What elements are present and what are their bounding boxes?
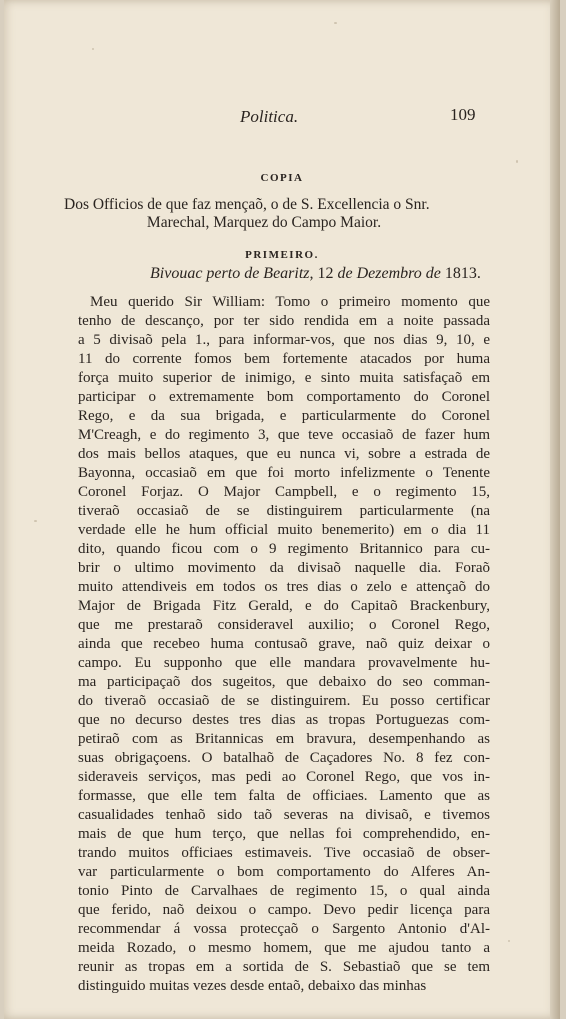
body-line: que me prestaraõ consideravel auxilio; o Coronel Rego, xyxy=(78,617,490,633)
body-line: tiveraõ occasiaõ de se distinguirem particularmente (na xyxy=(78,503,490,519)
body-line: força muito superior de inimigo, e sinto muita satisfaçaõ em xyxy=(78,370,490,386)
body-line: campo. Eu supponho que elle mandara provavelmente hu- xyxy=(78,655,490,671)
body-line: do tiveraõ occasiaõ de se distinguirem. Eu posso certificar xyxy=(78,693,490,709)
dateline-day: 12 xyxy=(317,265,334,282)
running-title: Politica. xyxy=(240,107,299,126)
body-line: petiraõ com as Britannicas em bravura, desempenhando as xyxy=(78,731,490,747)
paper-fleck xyxy=(508,940,510,942)
paper-fleck xyxy=(516,160,518,163)
intro-line: Dos Officios de que faz mençaõ, o de S. Excellencia o Snr. xyxy=(64,196,430,213)
body-line: que ferido, naõ deixou o campo. Devo pedir licença para xyxy=(78,902,490,918)
body-line: M'Creagh, e do regimento 3, que teve occasiaõ de fazer hum xyxy=(78,427,490,443)
book-page xyxy=(4,0,560,1019)
section-heading: PRIMEIRO. xyxy=(245,249,319,261)
dateline-place: Bivouac perto de Bearitz, xyxy=(150,265,314,282)
body-line: ma participaçaõ dos sugeitos, que debaixo do seo comman- xyxy=(78,674,490,690)
body-line: ainda que recebeo huma contusaõ grave, naõ quiz deixar o xyxy=(78,636,490,652)
body-line: participar o extremamente bom comportamento do Coronel xyxy=(78,389,490,405)
body-line: suas obrigaçoens. O batalhaõ de Caçadores No. 8 fez con- xyxy=(78,750,490,766)
body-line: Major de Brigada Fitz Gerald, e do Capitaõ Brackenbury, xyxy=(78,598,490,614)
body-line: formasse, que elle tem falta de officiaes. Lamento que as xyxy=(78,788,490,804)
paper-fleck xyxy=(92,48,94,50)
dateline xyxy=(150,265,481,283)
intro-paragraph xyxy=(64,196,484,232)
body-line: trando muitos officiaes estimaveis. Tive occasiaõ de obser- xyxy=(78,845,490,861)
paper-fleck xyxy=(334,22,337,24)
body-line: verdade elle he hum official muito benemerito) em o dia 11 xyxy=(78,522,490,538)
body-line: dos mais bellos ataques, que eu nunca vi, sobre a estrada de xyxy=(78,446,490,462)
body-line: muito attendiveis em todos os tres dias o zelo e attençaõ do xyxy=(78,579,490,595)
letter-body xyxy=(78,293,490,996)
body-line: mais de que hum terço, que nellas foi comprehendido, en- xyxy=(78,826,490,842)
page-number: 109 xyxy=(450,105,476,124)
body-line: que no decurso destes tres dias as tropas Portuguezas com- xyxy=(78,712,490,728)
dateline-year: 1813. xyxy=(444,265,481,282)
body-line: tenho de descanço, por ter sido rendida em a noite passada xyxy=(78,313,490,329)
body-line: Coronel Forjaz. O Major Campbell, e o regimento 15, xyxy=(78,484,490,500)
body-line: tonio Pinto de Carvalhaes de regimento 15, o qual ainda xyxy=(78,883,490,899)
copia-heading: COPIA xyxy=(260,172,304,184)
body-line: var particularmente o bom comportamento do Alferes An- xyxy=(78,864,490,880)
body-line: brir o ultimo movimento da divisaõ naquelle dia. Foraõ xyxy=(78,560,490,576)
body-line: Meu querido Sir William: Tomo o primeiro momento que xyxy=(90,294,490,310)
body-line: casualidades tenhaõ sido taõ severas na divisaõ, e tivemos xyxy=(78,807,490,823)
page-edge xyxy=(550,0,560,1019)
body-line: sideraveis serviços, mas pedi ao Coronel Rego, que vos in- xyxy=(78,769,490,785)
body-line: Rego, e da sua brigada, e particularmente do Coronel xyxy=(78,408,490,424)
intro-line: Marechal, Marquez do Campo Maior. xyxy=(146,214,382,231)
body-line: recommendar á vossa protecçaõ o Sargento Antonio d'Al- xyxy=(78,921,490,937)
body-line: meida Rozado, o mesmo homem, que me ajudou tanto a xyxy=(78,940,490,956)
body-line: reunir as tropas em a sortida de S. Sebastiaõ que se tem xyxy=(78,959,490,975)
body-line: 11 do corrente fomos bem fortemente atacados por huma xyxy=(78,351,490,367)
dateline-month: de Dezembro de xyxy=(337,265,441,282)
body-line: dito, quando ficou com o 9 regimento Britannico para cu- xyxy=(78,541,490,557)
body-line: a 5 divisaõ pela 1., para informar-vos, que nos dias 9, 10, e xyxy=(78,332,490,348)
body-line: Bayonna, occasiaõ em que foi morto infelizmente o Tenente xyxy=(78,465,490,481)
paper-fleck xyxy=(34,520,37,522)
page-header xyxy=(4,104,560,132)
body-line: distinguido muitas vezes desde entaõ, debaixo das minhas xyxy=(78,978,427,994)
